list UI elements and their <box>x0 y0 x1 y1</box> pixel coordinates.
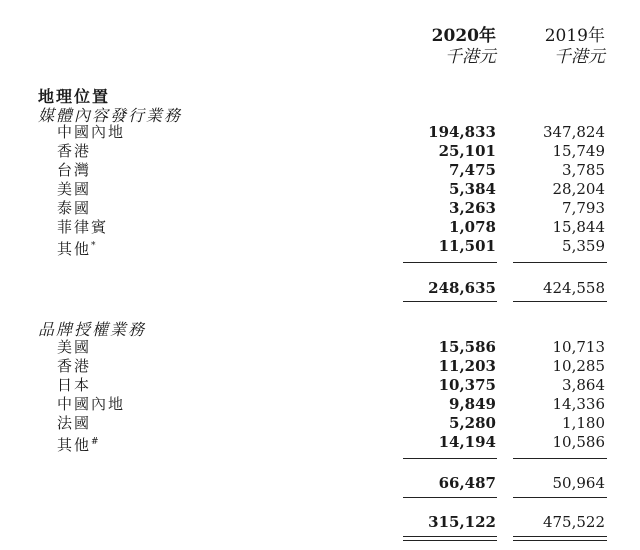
grand-total-double-rule <box>403 536 497 541</box>
brand-row <box>0 338 640 357</box>
value-2020: 25,101 <box>438 142 496 160</box>
brand-subtotal-row <box>0 474 640 493</box>
row-label: 法國 <box>57 414 92 432</box>
media-row <box>0 161 640 180</box>
value-2020: 11,501 <box>438 237 496 255</box>
brand-row <box>0 395 640 414</box>
row-label: 日本 <box>57 376 92 394</box>
grand-total-2019: 475,522 <box>542 513 605 531</box>
row-label: 其他# <box>57 436 99 454</box>
row-label: 泰國 <box>57 199 92 217</box>
row-label: 美國 <box>57 338 92 356</box>
row-label: 美國 <box>57 180 92 198</box>
value-2019: 5,359 <box>562 237 605 255</box>
subtotal-rule <box>513 458 607 459</box>
value-2020: 14,194 <box>438 433 496 451</box>
brand-row <box>0 414 640 433</box>
row-label: 中國內地 <box>57 395 126 413</box>
row-label: 中國內地 <box>57 123 126 141</box>
value-2020: 11,203 <box>438 357 496 375</box>
media-subtotal-row <box>0 279 640 298</box>
brand-row <box>0 357 640 376</box>
value-2019: 10,586 <box>552 433 605 451</box>
value-2020: 15,586 <box>438 338 496 356</box>
value-2020: 3,263 <box>449 199 496 217</box>
value-2020: 9,849 <box>449 395 496 413</box>
value-2019: 347,824 <box>542 123 605 141</box>
value-2019: 1,180 <box>562 414 605 432</box>
column-unit-2019: 千港元 <box>554 47 605 67</box>
column-year-2019: 2019年 <box>544 26 605 46</box>
row-label: 香港 <box>57 142 92 160</box>
subtotal-rule <box>403 458 497 459</box>
brand-row <box>0 433 640 452</box>
media-row <box>0 180 640 199</box>
column-year-2020: 2020年 <box>431 26 496 46</box>
row-label: 菲律賓 <box>57 218 109 236</box>
row-label: 其他* <box>57 240 96 258</box>
subtotal-rule <box>403 262 497 263</box>
value-2020: 1,078 <box>449 218 496 236</box>
grand-total-row <box>0 513 640 532</box>
row-label: 台灣 <box>57 161 92 179</box>
value-2020: 10,375 <box>438 376 496 394</box>
grand-total-double-rule <box>513 536 607 541</box>
value-2019: 7,793 <box>562 199 605 217</box>
subtotal-2020: 248,635 <box>428 279 496 297</box>
brand-segment-title: 品牌授權業務 <box>38 320 147 339</box>
media-row <box>0 237 640 256</box>
value-2020: 194,833 <box>428 123 496 141</box>
grand-total-2020: 315,122 <box>428 513 496 531</box>
media-row <box>0 218 640 237</box>
media-segment-title: 媒體內容發行業務 <box>38 106 183 125</box>
media-row <box>0 142 640 161</box>
media-row <box>0 123 640 142</box>
value-2019: 10,713 <box>552 338 605 356</box>
section-title-geography: 地理位置 <box>38 87 111 106</box>
total-rule <box>403 497 497 498</box>
footnote-mark: * <box>91 241 96 251</box>
value-2019: 14,336 <box>552 395 605 413</box>
subtotal-2020: 66,487 <box>438 474 496 492</box>
column-header-2020 <box>386 26 496 68</box>
value-2019: 15,844 <box>552 218 605 236</box>
subtotal-underline <box>513 301 607 302</box>
media-row <box>0 199 640 218</box>
value-2020: 7,475 <box>449 161 496 179</box>
value-2019: 15,749 <box>552 142 605 160</box>
subtotal-2019: 424,558 <box>542 279 605 297</box>
subtotal-2019: 50,964 <box>552 474 605 492</box>
total-rule <box>513 497 607 498</box>
value-2020: 5,280 <box>449 414 496 432</box>
column-unit-2020: 千港元 <box>445 47 496 67</box>
value-2019: 3,864 <box>562 376 605 394</box>
value-2020: 5,384 <box>449 180 496 198</box>
brand-row <box>0 376 640 395</box>
subtotal-underline <box>403 301 497 302</box>
subtotal-rule <box>513 262 607 263</box>
footnote-mark: # <box>91 437 99 447</box>
value-2019: 3,785 <box>562 161 605 179</box>
column-header-2019 <box>495 26 605 68</box>
row-label: 香港 <box>57 357 92 375</box>
value-2019: 28,204 <box>552 180 605 198</box>
value-2019: 10,285 <box>552 357 605 375</box>
